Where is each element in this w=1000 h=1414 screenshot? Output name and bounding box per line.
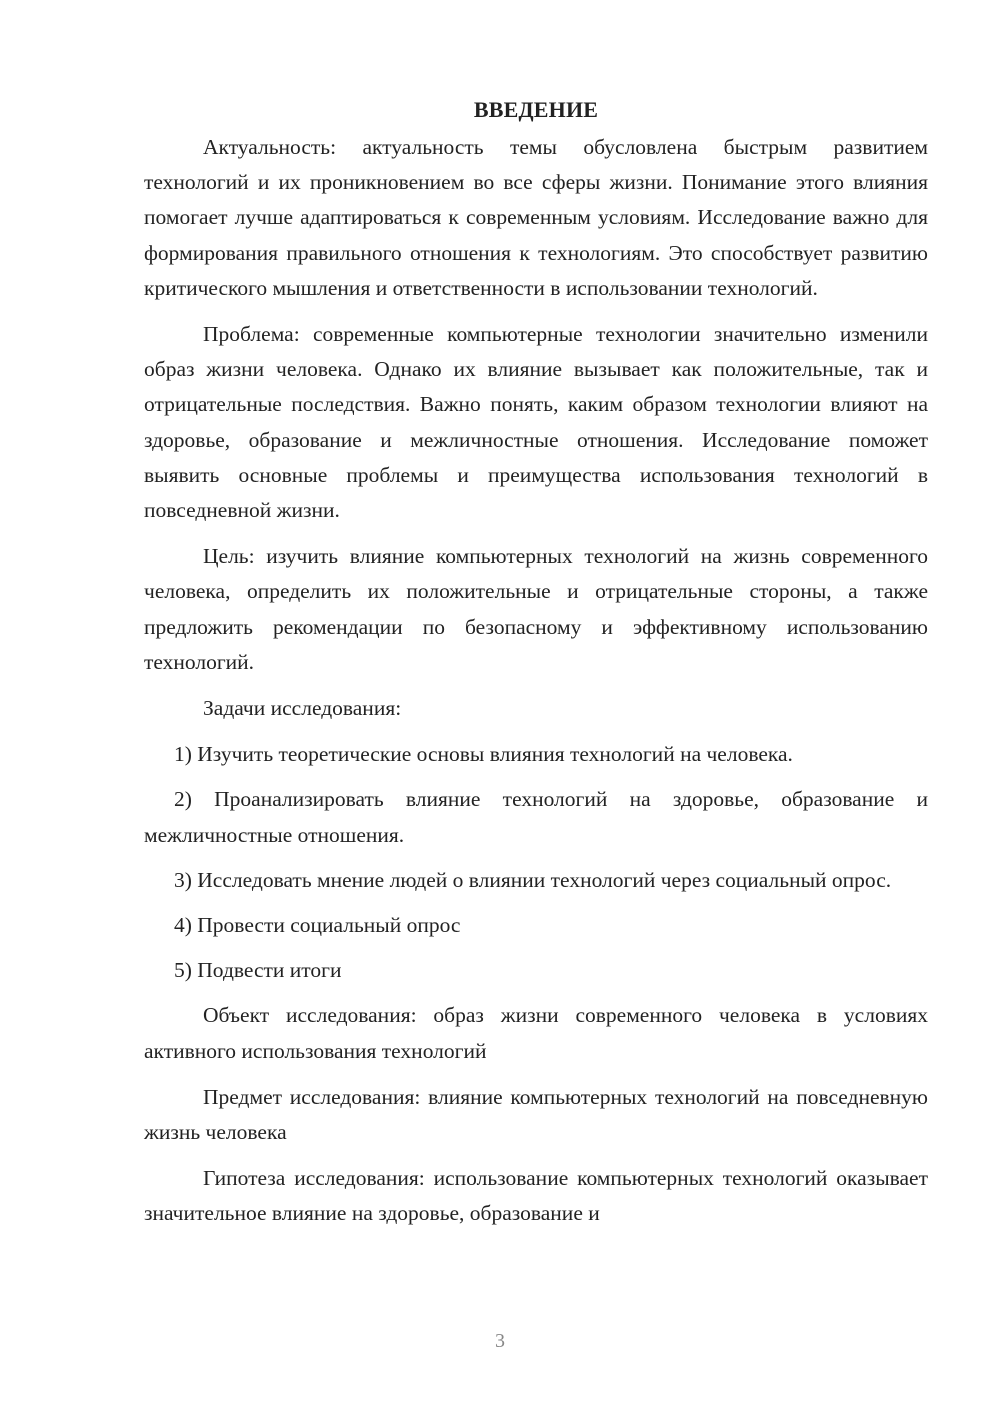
task-item-4: 4) Провести социальный опрос — [174, 913, 461, 938]
task-item-1: 1) Изучить теоретические основы влияния технологий на человека. — [174, 742, 793, 767]
task-item-5: 5) Подвести итоги — [174, 958, 342, 983]
paragraph-relevance: Актуальность: актуальность темы обусловлена быстрым развитием технологий и их проникновением во все сферы жизни. Понимание этого влияния помогает лучше адаптироваться к современным условиям. Исследование важно для формирования правильного отношения к технологиям. Это способствует развитию критического мышления и ответственности в использовании технологий. — [144, 135, 928, 300]
page-number: 3 — [495, 1330, 505, 1352]
paragraph-subject: Предмет исследования: влияние компьютерных технологий на повседневную жизнь человека — [144, 1084, 928, 1145]
document-page — [144, 92, 928, 1243]
task-item-3: 3) Исследовать мнение людей о влиянии технологий через социальный опрос. — [174, 867, 892, 892]
paragraph-object: Объект исследования: образ жизни современного человека в условиях активного использования технологий — [144, 1003, 928, 1063]
paragraph-problem: Проблема: современные компьютерные технологии значительно изменили образ жизни человека. Однако их влияние вызывает как положительные, так и отрицательные последствия. Важно понять, каким образом технологии влияют на здоровье, образование и межличностные отношения. Исследование поможет выявить основные проблемы и преимущества использования технологий в повседневной жизни. — [144, 322, 928, 523]
section-heading: ВВЕДЕНИЕ — [473, 97, 599, 122]
task-item-2: 2) Проанализировать влияние технологий на здоровье, образование и межличностные отношения. — [144, 787, 928, 847]
tasks-heading: Задачи исследования: — [203, 696, 402, 721]
paragraph-goal: Цель: изучить влияние компьютерных технологий на жизнь современного человека, определить их положительные и отрицательные стороны, а также предложить рекомендации по безопасному и эффективному использованию технологий. — [144, 544, 928, 674]
paragraph-hypothesis: Гипотеза исследования: использование компьютерных технологий оказывает значительное влияние на здоровье, образование и — [144, 1166, 928, 1226]
